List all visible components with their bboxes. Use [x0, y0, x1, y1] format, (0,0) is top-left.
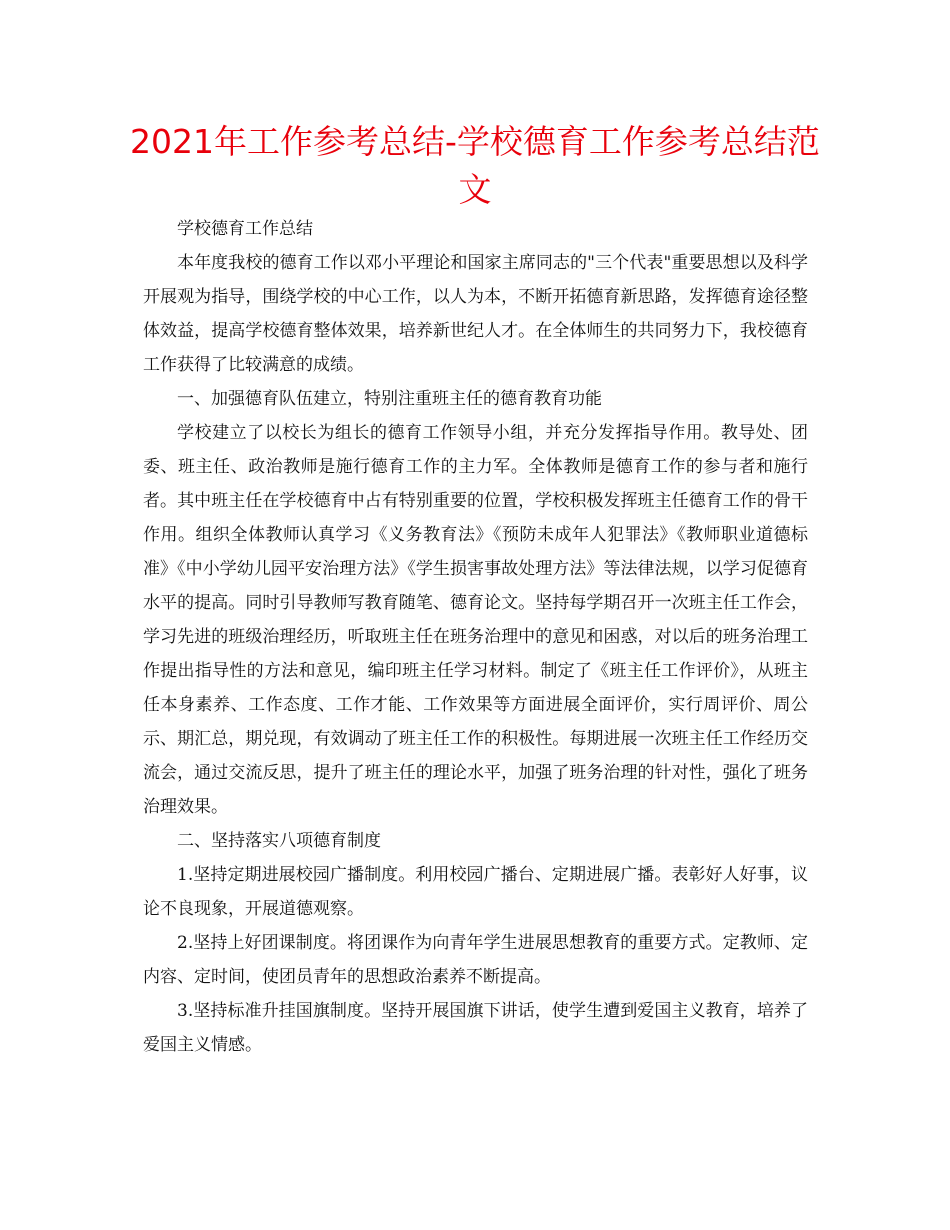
list-item: 2.坚持上好团课制度。将团课作为向青年学生进展思想教育的重要方式。定教师、定内容、定时间，使团员青年的思想政治素养不断提高。: [143, 933, 808, 987]
document-body: [143, 212, 808, 1062]
paragraph: 学校建立了以校长为组长的德育工作领导小组，并充分发挥指导作用。教导处、团委、班主任、政治教师是施行德育工作的主力军。全体教师是德育工作的参与者和施行者。其中班主任在学校德育中占有特别重要的位置，学校积极发挥班主任德育工作的骨干作用。组织全体教师认真学习《义务教育法》《预防未成年人犯罪法》《教师职业道德标准》《中小学幼儿园平安治理方法》《学生损害事故处理方法》等法律法规，以学习促德育水平的提高。同时引导教师写教育随笔、德育论文。坚持每学期召开一次班主任工作会，学习先进的班级治理经历，听取班主任在班务治理中的意见和困惑，对以后的班务治理工作提出指导性的方法和意见，编印班主任学习材料。制定了《班主任工作评价》，从班主任本身素养、工作态度、工作才能、工作效果等方面进展全面评价，实行周评价、周公示、期汇总，期兑现，有效调动了班主任工作的积极性。每期进展一次班主任工作经历交流会，通过交流反思，提升了班主任的理论水平，加强了班务治理的针对性，强化了班务治理效果。: [143, 423, 808, 817]
document-title: 2021年工作参考总结-学校德育工作参考总结范文: [130, 122, 820, 209]
section-heading: 二、坚持落实八项德育制度: [177, 831, 381, 851]
list-item: 1.坚持定期进展校园广播制度。利用校园广播台、定期进展广播。表彰好人好事，议论不良现象，开展道德观察。: [143, 865, 808, 919]
paragraph: 本年度我校的德育工作以邓小平理论和国家主席同志的"三个代表"重要思想以及科学开展观为指导，围绕学校的中心工作，以人为本，不断开拓德育新思路，发挥德育途径整体效益，提高学校德育整体效果，培养新世纪人才。在全体师生的共同努力下，我校德育工作获得了比较满意的成绩。: [143, 253, 808, 375]
list-item: 3.坚持标准升挂国旗制度。坚持开展国旗下讲话，使学生遭到爱国主义教育，培养了爱国主义情感。: [143, 1001, 808, 1055]
section-heading: 一、加强德育队伍建立，特别注重班主任的德育教育功能: [177, 389, 602, 409]
section-heading: 学校德育工作总结: [177, 219, 313, 239]
